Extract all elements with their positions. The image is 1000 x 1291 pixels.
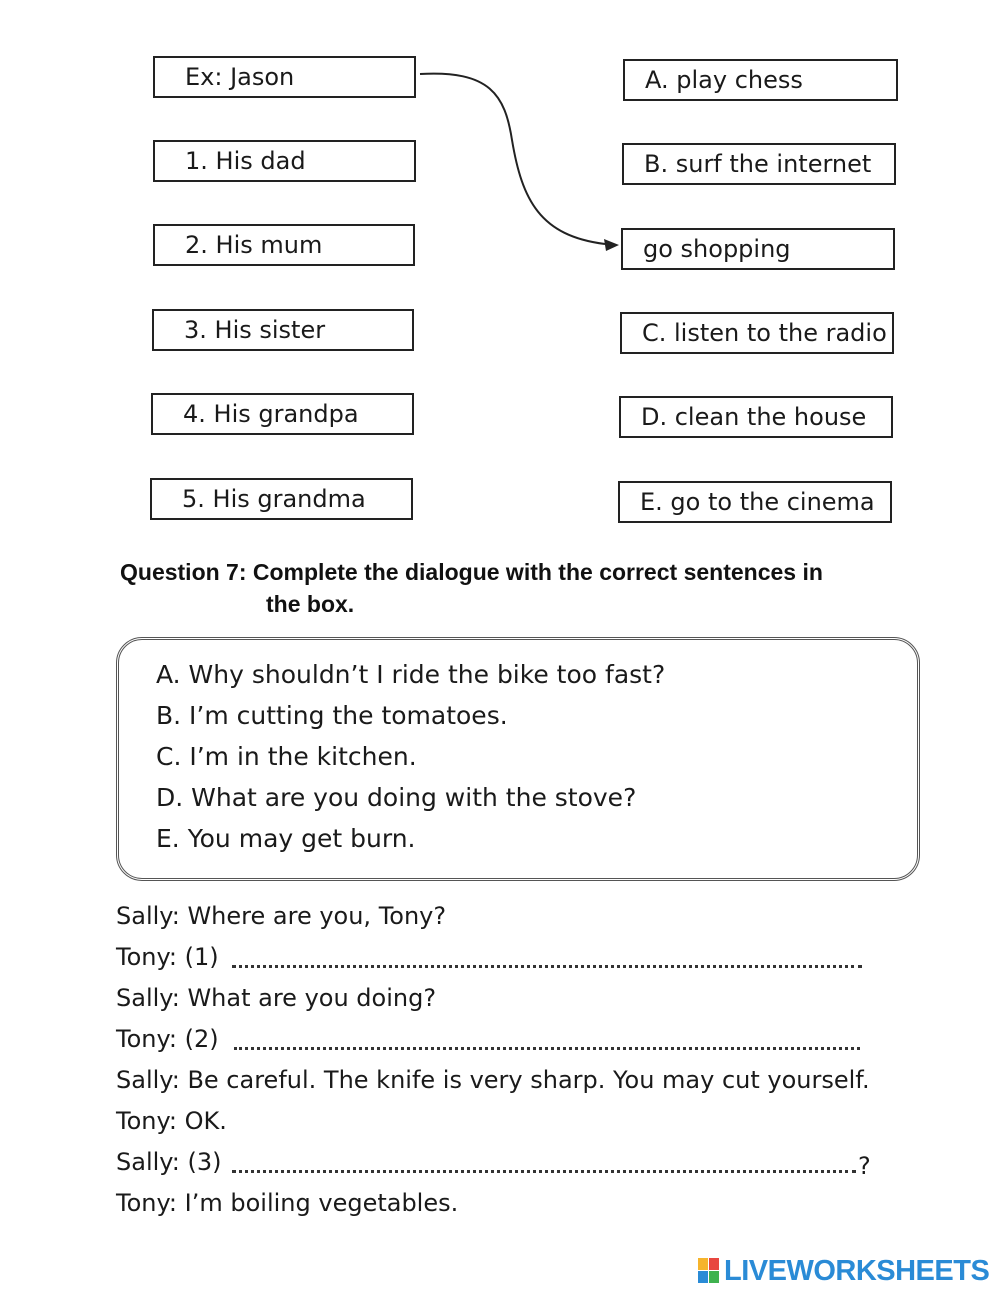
match-left-box-4: 4. His grandpa — [151, 393, 414, 435]
match-right-box-a: A. play chess — [623, 59, 898, 101]
option-b: B. I’m cutting the tomatoes. — [156, 701, 508, 730]
answer-blank-1[interactable] — [232, 965, 862, 968]
liveworksheets-logo — [698, 1256, 989, 1286]
match-left-box-3: 3. His sister — [152, 309, 414, 351]
match-left-box-5: 5. His grandma — [150, 478, 413, 520]
logo-text: LIVEWORKSHEETS — [724, 1254, 990, 1287]
option-c: C. I’m in the kitchen. — [156, 742, 417, 771]
match-left-box-ex: Ex: Jason — [153, 56, 416, 98]
match-left-box-1: 1. His dad — [153, 140, 416, 182]
dialogue-line-7: Sally: (3) — [116, 1148, 222, 1176]
dialogue-line-6: Tony: OK. — [116, 1107, 227, 1135]
match-right-box-example: go shopping — [621, 228, 895, 270]
dialogue-line-1: Sally: Where are you, Tony? — [116, 902, 447, 930]
match-right-box-c: C. listen to the radio — [620, 312, 894, 354]
dialogue-line-4: Tony: (2) — [116, 1025, 219, 1053]
question-mark: ? — [858, 1152, 871, 1180]
option-d: D. What are you doing with the stove? — [156, 783, 637, 812]
dialogue-line-3: Sally: What are you doing? — [116, 984, 437, 1012]
answer-blank-3[interactable] — [232, 1170, 856, 1173]
question-7-heading — [120, 556, 920, 620]
match-right-box-e: E. go to the cinema — [618, 481, 892, 523]
match-left-box-2: 2. His mum — [153, 224, 415, 266]
dialogue-line-2: Tony: (1) — [116, 943, 219, 971]
option-a: A. Why shouldn’t I ride the bike too fast? — [156, 660, 666, 689]
liveworksheets-logo-icon — [698, 1258, 720, 1284]
example-connector-arrow — [0, 0, 1000, 300]
match-right-box-b: B. surf the internet — [622, 143, 896, 185]
option-e: E. You may get burn. — [156, 824, 416, 853]
dialogue-line-5: Sally: Be careful. The knife is very sharp. You may cut yourself. — [116, 1066, 870, 1094]
question-line-1: Question 7: Complete the dialogue with the correct sentences in — [120, 559, 823, 585]
question-line-2: the box. — [266, 591, 355, 617]
dialogue-line-8: Tony: I’m boiling vegetables. — [116, 1189, 459, 1217]
match-right-box-d: D. clean the house — [619, 396, 893, 438]
answer-blank-2[interactable] — [234, 1047, 860, 1050]
